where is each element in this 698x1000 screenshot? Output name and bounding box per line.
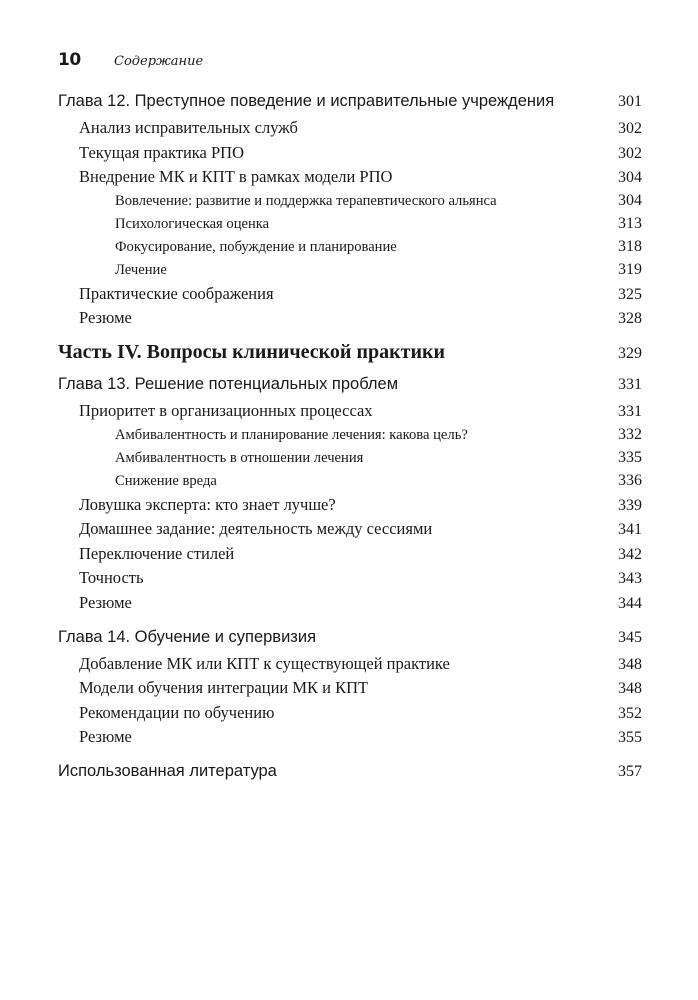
toc-references[interactable]	[58, 762, 642, 788]
toc-part-4[interactable]	[58, 341, 642, 369]
toc-entry-title: Фокусирование, побуждение и планирование	[115, 238, 397, 255]
toc-entry-page: 331	[618, 375, 642, 393]
toc-entry-page: 313	[618, 214, 642, 232]
toc-entry-page: 336	[618, 471, 642, 489]
toc-section[interactable]	[58, 568, 642, 593]
toc-entry-page: 318	[618, 237, 642, 255]
toc-entry-title: Внедрение МК и КПТ в рамках модели РПО	[79, 167, 393, 187]
toc-entry-title: Резюме	[79, 727, 132, 747]
toc-subsection[interactable]	[58, 472, 642, 495]
toc-section[interactable]	[58, 654, 642, 679]
toc-entry-page: 325	[618, 285, 642, 303]
toc-chapter-12[interactable]	[58, 92, 642, 118]
toc-subsection[interactable]	[58, 238, 642, 261]
toc-entry-page: 339	[618, 496, 642, 514]
toc-entry-page: 335	[618, 448, 642, 466]
toc-entry-page: 341	[618, 521, 642, 539]
toc-entry-page: 357	[618, 762, 642, 780]
toc-entry-title: Амбивалентность и планирование лечения: какова цель?	[115, 426, 468, 443]
toc-entry-page: 302	[618, 144, 642, 162]
toc-entry-title: Рекомендации по обучению	[79, 702, 275, 722]
toc-subsection[interactable]	[58, 192, 642, 215]
toc-section[interactable]	[58, 703, 642, 728]
toc-section[interactable]	[58, 167, 642, 192]
toc-entry-title: Переключение стилей	[79, 543, 235, 563]
toc-entry-page: 302	[618, 120, 642, 137]
toc-entry-title: Глава 13. Решение потенциальных проблем	[58, 374, 399, 393]
toc-entry-page: 355	[618, 729, 642, 747]
toc-entry-title: Приоритет в организационных процессах	[79, 400, 373, 420]
toc-entry-title: Модели обучения интеграции МК и КПТ	[79, 678, 369, 698]
toc-entry-page: 348	[618, 680, 642, 698]
toc-entry-page: 304	[618, 169, 642, 187]
toc-entry-title: Снижение вреда	[115, 472, 217, 489]
toc-entry-page: 304	[618, 191, 642, 209]
toc-entry-page: 331	[618, 402, 642, 420]
toc-subsection[interactable]	[58, 426, 642, 449]
toc-section[interactable]	[58, 118, 642, 143]
toc-entry-page: 348	[618, 655, 642, 673]
table-of-contents	[58, 92, 642, 788]
toc-entry-title: Часть IV. Вопросы клинической практики	[58, 340, 446, 363]
toc-subsection[interactable]	[58, 215, 642, 238]
running-head	[58, 50, 203, 72]
toc-entry-title: Добавление МК или КПТ к существующей практике	[79, 653, 450, 673]
toc-entry-title: Точность	[79, 568, 144, 588]
toc-entry-title: Глава 12. Преступное поведение и исправительные учреждения	[58, 92, 555, 110]
toc-entry-title: Глава 14. Обучение и супервизия	[58, 627, 316, 646]
toc-entry-page: 329	[618, 344, 642, 362]
toc-entry-page: 332	[618, 425, 642, 443]
toc-subsection[interactable]	[58, 261, 642, 284]
toc-entry-title: Практические соображения	[79, 283, 274, 303]
toc-section[interactable]	[58, 593, 642, 618]
toc-section[interactable]	[58, 519, 642, 544]
toc-section[interactable]	[58, 727, 642, 752]
toc-section[interactable]	[58, 544, 642, 569]
toc-section[interactable]	[58, 308, 642, 333]
toc-entry-page: 328	[618, 310, 642, 328]
toc-entry-title: Ловушка эксперта: кто знает лучше?	[79, 494, 336, 514]
toc-entry-title: Амбивалентность в отношении лечения	[115, 449, 364, 466]
toc-entry-title: Текущая практика РПО	[79, 142, 245, 162]
page-number: 10	[58, 50, 81, 70]
toc-entry-title: Лечение	[115, 261, 167, 278]
toc-entry-page: 301	[618, 93, 642, 110]
toc-section[interactable]	[58, 495, 642, 520]
toc-entry-page: 343	[618, 570, 642, 588]
toc-subsection[interactable]	[58, 449, 642, 472]
toc-entry-title: Резюме	[79, 308, 132, 328]
toc-chapter-14[interactable]	[58, 628, 642, 654]
toc-entry-page: 344	[618, 594, 642, 612]
toc-section[interactable]	[58, 401, 642, 426]
toc-entry-title: Домашнее задание: деятельность между сессиями	[79, 519, 433, 539]
toc-chapter-13[interactable]	[58, 375, 642, 401]
toc-section[interactable]	[58, 143, 642, 168]
toc-entry-title: Вовлечение: развитие и поддержка терапевтического альянса	[115, 192, 497, 209]
toc-entry-title: Психологическая оценка	[115, 215, 270, 232]
toc-section[interactable]	[58, 284, 642, 309]
toc-entry-title: Анализ исправительных служб	[79, 118, 298, 137]
toc-entry-title: Резюме	[79, 592, 132, 612]
toc-entry-page: 319	[618, 260, 642, 278]
toc-section[interactable]	[58, 678, 642, 703]
toc-entry-title: Использованная литература	[58, 761, 277, 780]
toc-entry-page: 345	[618, 628, 642, 646]
running-title: Содержание	[114, 54, 204, 69]
toc-entry-page: 342	[618, 545, 642, 563]
toc-entry-page: 352	[618, 704, 642, 722]
